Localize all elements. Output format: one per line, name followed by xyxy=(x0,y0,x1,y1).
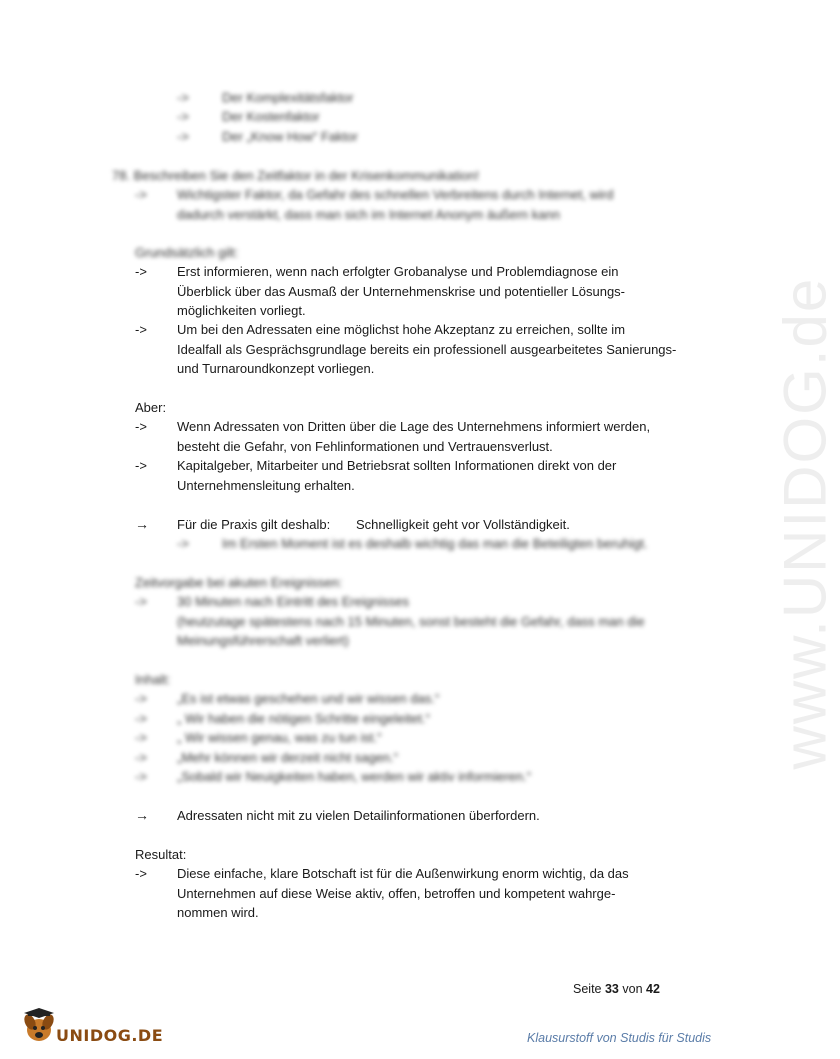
list-item-line: und Turnaroundkonzept vorliegen. xyxy=(177,361,375,376)
list-arrow: -> xyxy=(135,750,147,765)
page-sep: von xyxy=(622,982,643,996)
list-item-line: Wenn Adressaten von Dritten über die Lage des Unternehmens informiert werden, xyxy=(177,419,651,434)
question-heading: 78. Beschreiben Sie den Zeitfaktor in der Krisenkommunikation! xyxy=(112,168,480,183)
list-item: Der Komplexitätsfaktor xyxy=(222,90,354,105)
page-total: 42 xyxy=(646,982,660,996)
right-arrow-icon: → xyxy=(135,807,149,823)
section-label: Aber: xyxy=(135,400,167,415)
list-arrow: -> xyxy=(177,109,189,124)
list-item-line: Diese einfache, klare Botschaft ist für die Außenwirkung enorm wichtig, da das xyxy=(177,866,629,881)
list-arrow: -> xyxy=(135,594,147,609)
list-item-line: Unternehmensleitung erhalten. xyxy=(177,478,355,493)
page-number xyxy=(573,982,660,996)
section-label: Zeitvorgabe bei akuten Ereignissen: xyxy=(135,575,343,590)
list-item-line: möglichkeiten vorliegt. xyxy=(177,303,306,318)
list-item: „ Wir haben die nötigen Schritte eingeleitet.“ xyxy=(177,711,430,726)
list-item-line: 30 Minuten nach Eintritt des Ereignisses xyxy=(177,594,409,609)
list-item-line: Erst informieren, wenn nach erfolgter Grobanalyse und Problemdiagnose ein xyxy=(177,264,619,279)
list-item: „Sobald wir Neuigkeiten haben, werden wir aktiv informieren.“ xyxy=(177,769,532,784)
list-arrow: -> xyxy=(135,187,147,202)
list-arrow: -> xyxy=(177,536,189,551)
list-item-line: Idealfall als Gesprächsgrundlage bereits ein professionell ausgearbeitetes Sanierungs- xyxy=(177,342,677,357)
list-arrow: -> xyxy=(135,711,147,726)
list-item: Im Ersten Moment ist es deshalb wichtig das man die Beteiligten beruhigt. xyxy=(222,536,648,551)
logo xyxy=(20,1008,164,1048)
list-item: „Mehr können wir derzeit nicht sagen.“ xyxy=(177,750,399,765)
list-arrow: -> xyxy=(135,322,147,337)
list-item-line: Meinungsführerschaft verliert) xyxy=(177,633,349,648)
list-item-line: besteht die Gefahr, von Fehlinformationen und Vertrauensverlust. xyxy=(177,439,553,454)
praxis-text: Schnelligkeit geht vor Vollständigkeit. xyxy=(356,517,570,532)
section-label: Inhalt: xyxy=(135,672,171,687)
list-arrow: -> xyxy=(135,769,147,784)
dog-logo-icon xyxy=(20,1008,58,1046)
detail-text: Adressaten nicht mit zu vielen Detailinformationen überfordern. xyxy=(177,808,540,823)
list-item-line: Überblick über das Ausmaß der Unternehmenskrise und potentieller Lösungs- xyxy=(177,284,626,299)
list-item-line: Unternehmen auf diese Weise aktiv, offen, betroffen und kompetent wahrge- xyxy=(177,886,616,901)
answer-line: Wichtigster Faktor, da Gefahr des schnellen Verbreitens durch Internet, wird xyxy=(177,187,614,202)
list-item: „Es ist etwas geschehen und wir wissen das.“ xyxy=(177,691,440,706)
right-arrow-icon: → xyxy=(135,516,149,532)
answer-line: dadurch verstärkt, dass man sich im Internet Anonym äußern kann xyxy=(177,207,560,222)
page-current: 33 xyxy=(604,982,619,996)
logo-text: UNIDOG.DE xyxy=(56,1026,164,1045)
list-item-line: Kapitalgeber, Mitarbeiter und Betriebsrat sollten Informationen direkt von der xyxy=(177,458,617,473)
list-arrow: -> xyxy=(177,90,189,105)
praxis-label: Für die Praxis gilt deshalb: xyxy=(177,517,331,532)
list-item-line: nommen wird. xyxy=(177,905,259,920)
list-item-line: Um bei den Adressaten eine möglichst hohe Akzeptanz zu erreichen, sollte im xyxy=(177,322,626,337)
list-arrow: -> xyxy=(135,730,147,745)
watermark: www.UNIDOG.de xyxy=(771,276,839,770)
slogan: Klausurstoff von Studis für Studis xyxy=(527,1031,712,1045)
list-arrow: -> xyxy=(177,129,189,144)
page-prefix: Seite xyxy=(573,982,602,996)
list-arrow: -> xyxy=(135,419,147,434)
section-label: Grundsätzlich gilt: xyxy=(135,245,239,260)
list-arrow: -> xyxy=(135,458,147,473)
list-arrow: -> xyxy=(135,264,147,279)
list-item: „ Wir wissen genau, was zu tun ist.“ xyxy=(177,730,382,745)
list-item: Der „Know How“ Faktor xyxy=(222,129,358,144)
section-label: Resultat: xyxy=(135,847,187,862)
list-arrow: -> xyxy=(135,691,147,706)
list-arrow: -> xyxy=(135,866,147,881)
list-item-line: (heutzutage spätestens nach 15 Minuten, sonst besteht die Gefahr, dass man die xyxy=(177,614,645,629)
list-item: Der Kostenfaktor xyxy=(222,109,320,124)
